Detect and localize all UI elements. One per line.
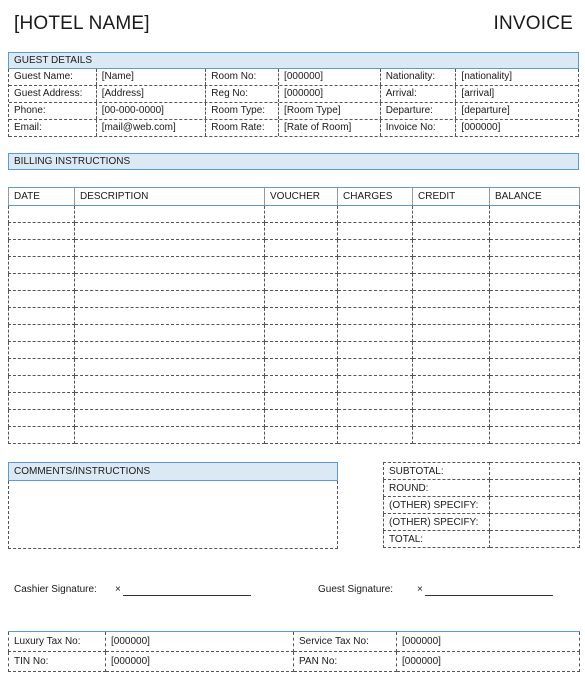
billing-cell[interactable] xyxy=(413,274,490,291)
guest-signature-mark: × xyxy=(417,584,423,595)
guest-detail-value[interactable]: [nationality] xyxy=(461,71,513,82)
guest-detail-value[interactable]: [Name] xyxy=(97,69,207,85)
billing-cell[interactable] xyxy=(265,393,338,410)
billing-cell[interactable] xyxy=(9,410,75,427)
billing-cell[interactable] xyxy=(338,223,413,240)
billing-cell[interactable] xyxy=(75,393,265,410)
billing-table xyxy=(8,187,580,444)
billing-cell[interactable] xyxy=(490,257,580,274)
guest-detail-value[interactable]: [mail@web.com] xyxy=(97,120,207,136)
tin-value[interactable]: [000000] xyxy=(106,652,294,672)
guest-detail-label: Arrival: xyxy=(381,86,457,102)
pan-label: PAN No: xyxy=(294,652,397,672)
billing-cell[interactable] xyxy=(9,342,75,359)
guest-detail-value[interactable]: [Room Type] xyxy=(279,103,381,119)
cashier-signature-line[interactable] xyxy=(123,595,251,596)
guest-detail-value[interactable]: [Address] xyxy=(97,86,207,102)
billing-cell[interactable] xyxy=(75,240,265,257)
table-row xyxy=(9,427,580,444)
column-header-date: DATE xyxy=(9,188,75,206)
billing-cell[interactable] xyxy=(490,206,580,223)
billing-cell[interactable] xyxy=(265,410,338,427)
guest-details-grid xyxy=(8,69,579,137)
table-row xyxy=(9,206,580,223)
totals-table xyxy=(383,462,580,548)
other-specify-label: (OTHER) SPECIFY: xyxy=(384,497,490,514)
table-row xyxy=(9,291,580,308)
table-row xyxy=(9,342,580,359)
billing-cell[interactable] xyxy=(75,325,265,342)
billing-cell[interactable] xyxy=(490,393,580,410)
billing-cell[interactable] xyxy=(9,359,75,376)
guest-details-row xyxy=(9,86,578,103)
guest-detail-value[interactable]: [departure] xyxy=(461,105,510,116)
guest-detail-label: Guest Name: xyxy=(9,69,97,85)
tax-table xyxy=(8,631,580,672)
table-row xyxy=(9,410,580,427)
guest-detail-value[interactable]: [000000] xyxy=(279,86,381,102)
guest-detail-value[interactable]: [000000] xyxy=(279,69,381,85)
guest-signature-line[interactable] xyxy=(425,595,553,596)
billing-cell[interactable] xyxy=(490,342,580,359)
billing-cell[interactable] xyxy=(338,359,413,376)
billing-cell[interactable] xyxy=(490,223,580,240)
billing-cell[interactable] xyxy=(490,427,580,444)
table-row xyxy=(9,223,580,240)
comments-field[interactable] xyxy=(8,481,338,549)
table-row xyxy=(9,308,580,325)
billing-cell[interactable] xyxy=(338,376,413,393)
column-header-balance: BALANCE xyxy=(490,188,580,206)
billing-cell[interactable] xyxy=(9,257,75,274)
billing-cell[interactable] xyxy=(265,376,338,393)
billing-cell[interactable] xyxy=(338,240,413,257)
table-row xyxy=(9,376,580,393)
table-row xyxy=(9,240,580,257)
billing-cell[interactable] xyxy=(413,410,490,427)
billing-cell[interactable] xyxy=(413,325,490,342)
total-field[interactable] xyxy=(490,531,580,548)
billing-cell[interactable] xyxy=(413,291,490,308)
table-row xyxy=(9,359,580,376)
billing-cell[interactable] xyxy=(265,427,338,444)
guest-signature-label: Guest Signature: xyxy=(318,584,394,595)
guest-detail-label: Room Rate: xyxy=(206,120,279,136)
total-label: TOTAL: xyxy=(384,531,490,548)
billing-cell[interactable] xyxy=(75,223,265,240)
billing-cell[interactable] xyxy=(75,427,265,444)
column-header-description: DESCRIPTION xyxy=(75,188,265,206)
billing-cell[interactable] xyxy=(265,274,338,291)
billing-cell[interactable] xyxy=(265,325,338,342)
guest-detail-label: Nationality: xyxy=(381,69,457,85)
round-label: ROUND: xyxy=(384,480,490,497)
billing-cell[interactable] xyxy=(75,376,265,393)
column-header-voucher: VOUCHER xyxy=(265,188,338,206)
billing-cell[interactable] xyxy=(490,291,580,308)
billing-cell[interactable] xyxy=(265,240,338,257)
guest-detail-label: Guest Address: xyxy=(9,86,97,102)
hotel-name: [HOTEL NAME] xyxy=(14,13,150,34)
billing-cell[interactable] xyxy=(75,291,265,308)
billing-cell[interactable] xyxy=(413,240,490,257)
billing-cell[interactable] xyxy=(9,376,75,393)
billing-cell[interactable] xyxy=(75,308,265,325)
billing-cell[interactable] xyxy=(75,410,265,427)
billing-cell[interactable] xyxy=(265,342,338,359)
billing-cell[interactable] xyxy=(490,325,580,342)
billing-cell[interactable] xyxy=(75,342,265,359)
billing-cell[interactable] xyxy=(338,308,413,325)
billing-cell[interactable] xyxy=(338,274,413,291)
billing-cell[interactable] xyxy=(265,291,338,308)
pan-value[interactable]: [000000] xyxy=(397,652,580,672)
billing-cell[interactable] xyxy=(265,359,338,376)
billing-cell[interactable] xyxy=(9,308,75,325)
billing-cell[interactable] xyxy=(265,223,338,240)
cashier-signature-label: Cashier Signature: xyxy=(14,584,97,595)
other-specify-label: (OTHER) SPECIFY: xyxy=(384,514,490,531)
guest-detail-label: Departure: xyxy=(381,103,457,119)
billing-cell[interactable] xyxy=(338,393,413,410)
billing-cell[interactable] xyxy=(413,393,490,410)
comments-heading: COMMENTS/INSTRUCTIONS xyxy=(8,462,338,481)
billing-cell[interactable] xyxy=(413,359,490,376)
billing-cell[interactable] xyxy=(265,257,338,274)
billing-instructions-heading: BILLING INSTRUCTIONS xyxy=(8,153,579,170)
billing-cell[interactable] xyxy=(490,376,580,393)
service-tax-label: Service Tax No: xyxy=(294,632,397,652)
billing-cell[interactable] xyxy=(75,206,265,223)
guest-detail-value[interactable]: [000000] xyxy=(461,122,501,133)
subtotal-field[interactable] xyxy=(490,463,580,480)
table-row xyxy=(9,274,580,291)
service-tax-value[interactable]: [000000] xyxy=(397,632,580,652)
invoice-title: INVOICE xyxy=(493,13,573,34)
subtotal-label: SUBTOTAL: xyxy=(384,463,490,480)
guest-details-row xyxy=(9,69,578,86)
billing-cell[interactable] xyxy=(338,325,413,342)
guest-detail-label: Room Type: xyxy=(206,103,279,119)
billing-cell[interactable] xyxy=(490,359,580,376)
guest-details-row xyxy=(9,120,578,137)
round-field[interactable] xyxy=(490,480,580,497)
guest-detail-label: Phone: xyxy=(9,103,97,119)
guest-detail-value[interactable]: [arrival] xyxy=(461,88,495,99)
other-specify-field[interactable] xyxy=(490,514,580,531)
column-header-charges: CHARGES xyxy=(338,188,413,206)
tin-label: TIN No: xyxy=(9,652,106,672)
billing-cell[interactable] xyxy=(9,291,75,308)
table-row xyxy=(9,393,580,410)
guest-detail-label: Reg No: xyxy=(206,86,279,102)
billing-cell[interactable] xyxy=(338,427,413,444)
billing-cell[interactable] xyxy=(413,223,490,240)
column-header-credit: CREDIT xyxy=(413,188,490,206)
billing-cell[interactable] xyxy=(9,274,75,291)
billing-cell[interactable] xyxy=(338,291,413,308)
guest-details-heading: GUEST DETAILS xyxy=(8,52,579,69)
billing-cell[interactable] xyxy=(490,308,580,325)
guest-detail-value[interactable]: [Rate of Room] xyxy=(279,120,381,136)
luxury-tax-label: Luxury Tax No: xyxy=(9,632,106,652)
billing-cell[interactable] xyxy=(413,308,490,325)
table-row xyxy=(9,325,580,342)
billing-cell[interactable] xyxy=(75,257,265,274)
billing-cell[interactable] xyxy=(265,206,338,223)
billing-cell[interactable] xyxy=(9,325,75,342)
billing-cell[interactable] xyxy=(413,376,490,393)
billing-cell[interactable] xyxy=(490,274,580,291)
billing-cell[interactable] xyxy=(75,359,265,376)
luxury-tax-value[interactable]: [000000] xyxy=(106,632,294,652)
billing-cell[interactable] xyxy=(413,257,490,274)
guest-detail-value[interactable]: [00-000-0000] xyxy=(97,103,207,119)
guest-detail-label: Room No: xyxy=(206,69,279,85)
billing-cell[interactable] xyxy=(413,427,490,444)
billing-cell[interactable] xyxy=(9,206,75,223)
billing-cell[interactable] xyxy=(9,393,75,410)
billing-cell[interactable] xyxy=(9,427,75,444)
billing-cell[interactable] xyxy=(490,240,580,257)
cashier-signature-mark: × xyxy=(115,584,121,595)
billing-cell[interactable] xyxy=(9,223,75,240)
billing-cell[interactable] xyxy=(490,410,580,427)
guest-detail-label: Email: xyxy=(9,120,97,136)
billing-cell[interactable] xyxy=(338,342,413,359)
billing-cell[interactable] xyxy=(338,410,413,427)
billing-cell[interactable] xyxy=(413,206,490,223)
billing-cell[interactable] xyxy=(265,308,338,325)
billing-cell[interactable] xyxy=(75,274,265,291)
guest-details-row xyxy=(9,103,578,120)
billing-cell[interactable] xyxy=(9,240,75,257)
table-row xyxy=(9,257,580,274)
billing-cell[interactable] xyxy=(338,257,413,274)
billing-cell[interactable] xyxy=(338,206,413,223)
other-specify-field[interactable] xyxy=(490,497,580,514)
guest-detail-label: Invoice No: xyxy=(381,120,457,136)
billing-cell[interactable] xyxy=(413,342,490,359)
